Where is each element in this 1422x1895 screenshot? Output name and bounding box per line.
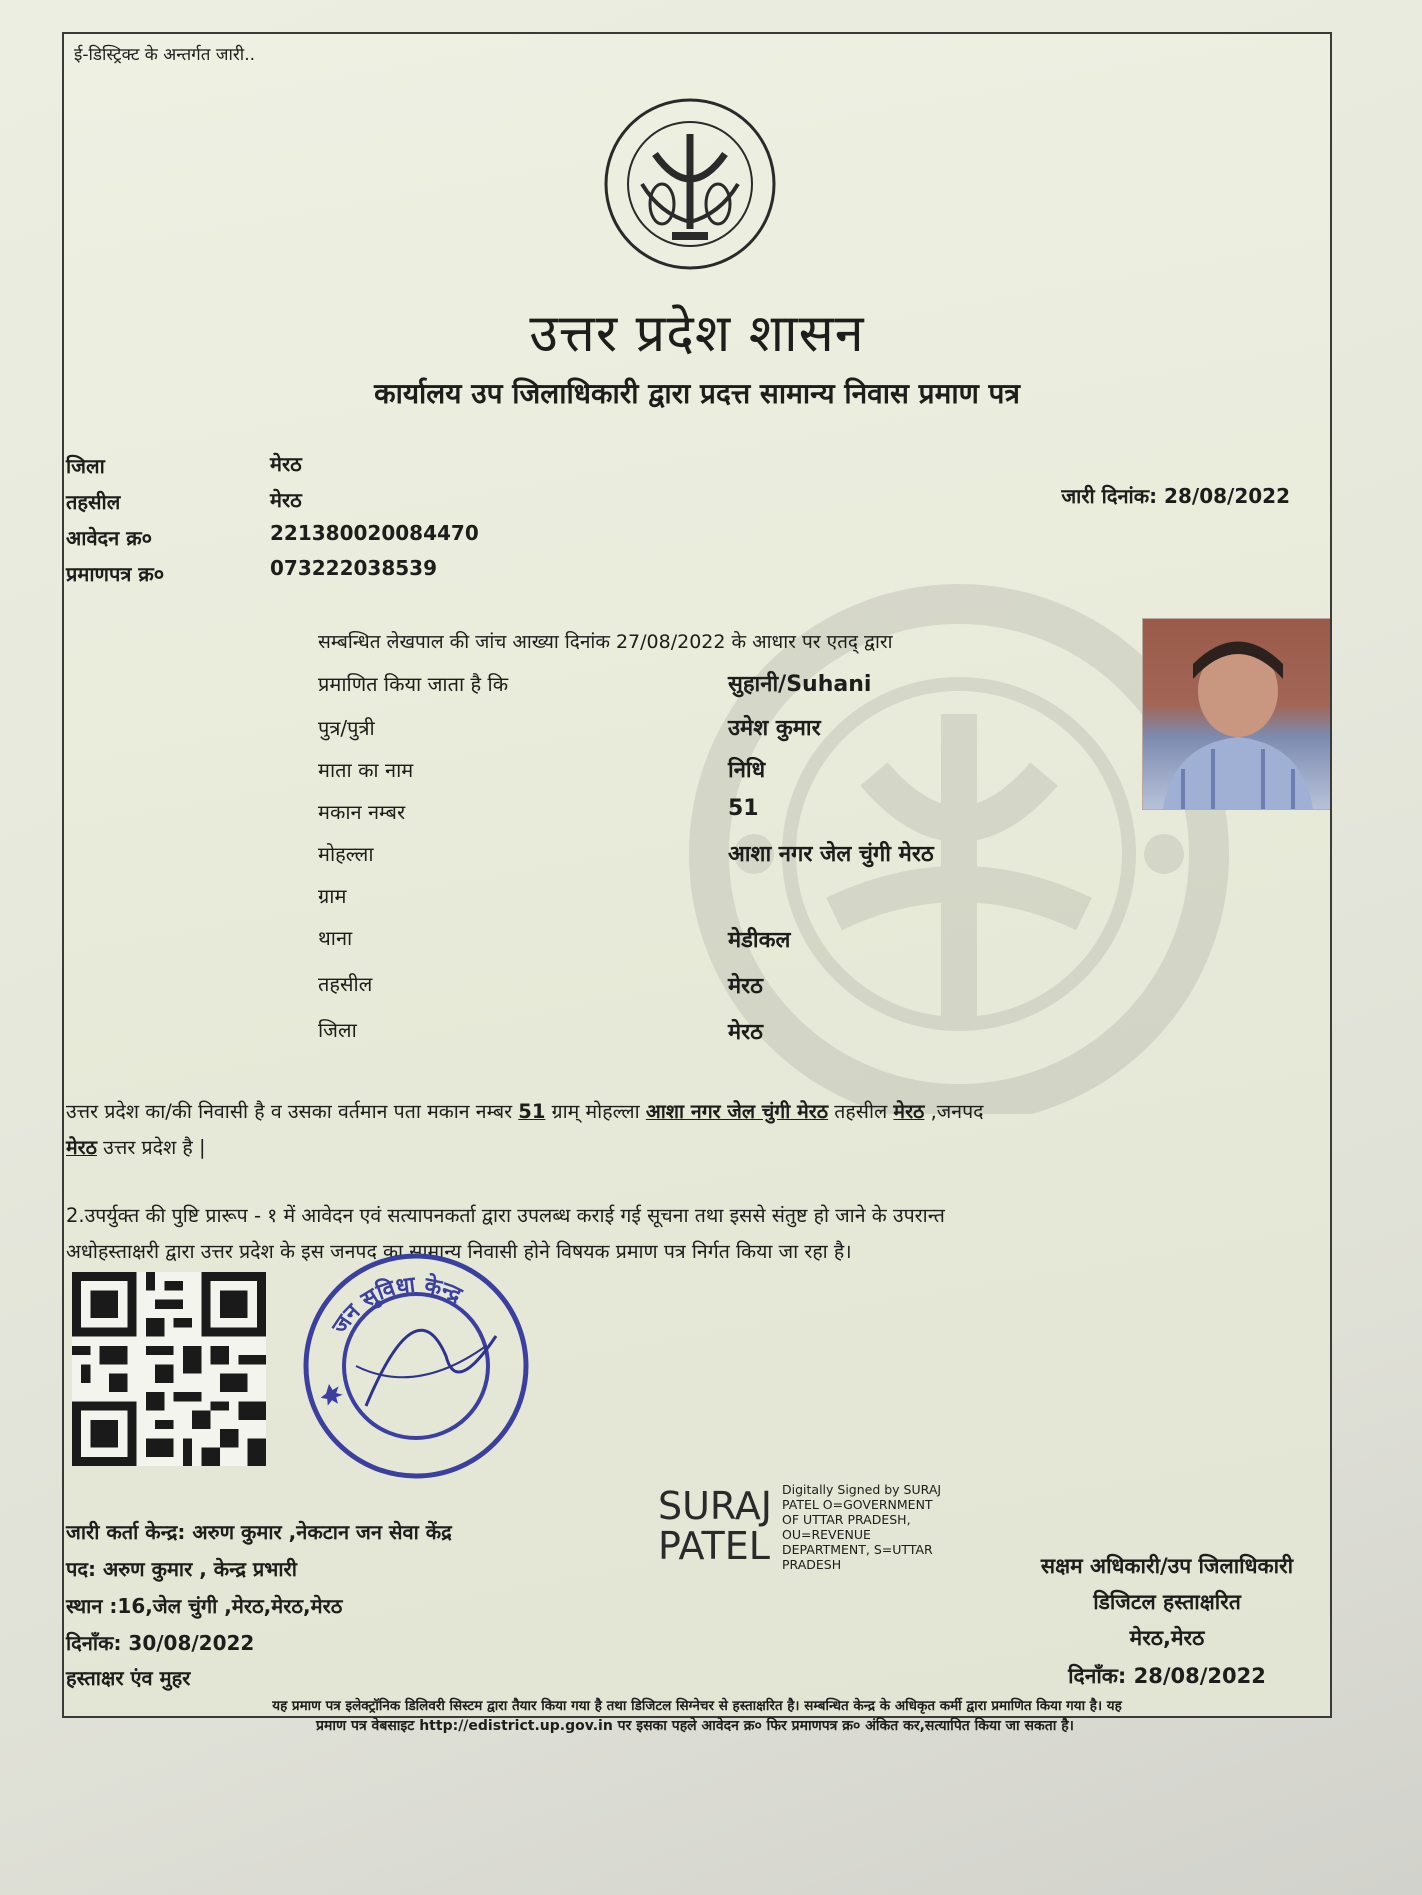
page-title: उत्तर प्रदेश शासन bbox=[529, 304, 865, 364]
certificate-subtitle: कार्यालय उप जिलाधिकारी द्वारा प्रदत्त सामान्य निवास प्रमाण पत्र bbox=[374, 377, 1020, 410]
field-value-mohalla: आशा नगर जेल चुंगी मेरठ bbox=[728, 842, 934, 867]
signature-detail-4: OU=REVENUE bbox=[782, 1527, 871, 1542]
signature-name-line-2: PATEL bbox=[658, 1524, 770, 1568]
authority-signed: डिजिटल हस्ताक्षरित bbox=[1093, 1590, 1241, 1614]
meta-value-application-no: 221380020084470 bbox=[270, 521, 479, 545]
para-tehsil: मेरठ bbox=[893, 1100, 925, 1123]
applicant-photo-icon bbox=[1142, 618, 1332, 810]
field-label-tehsil: तहसील bbox=[318, 972, 373, 996]
meta-value-tehsil: मेरठ bbox=[270, 488, 302, 512]
header-note: ई-डिस्ट्रिक्ट के अन्तर्गत जारी.. bbox=[74, 45, 256, 65]
para-text-1: उत्तर प्रदेश का/की निवासी है व उसका वर्तमान पता मकान नम्बर bbox=[66, 1100, 519, 1123]
para-text-4: ,जनपद bbox=[924, 1100, 984, 1123]
verification-line-1: 2.उपर्युक्त की पुष्टि प्रारूप - १ में आवेदन एवं सत्यापनकर्ता द्वारा उपलब्ध कराई गई सूचना तथा इससे संतुष्ट हो जाने के उपरान्त bbox=[66, 1204, 945, 1227]
authority-title: सक्षम अधिकारी/उप जिलाधिकारी bbox=[1040, 1554, 1294, 1578]
meta-value-district: मेरठ bbox=[270, 452, 302, 476]
authority-place: मेरठ,मेरठ bbox=[1129, 1626, 1205, 1650]
signature-detail-3: OF UTTAR PRADESH, bbox=[782, 1512, 911, 1527]
authority-date: दिनाँक: 28/08/2022 bbox=[1068, 1664, 1266, 1688]
signature-detail-5: DEPARTMENT, S=UTTAR bbox=[782, 1542, 933, 1557]
up-government-emblem-icon bbox=[600, 94, 780, 274]
meta-label-district: जिला bbox=[66, 454, 105, 478]
intro-text: सम्बन्धित लेखपाल की जांच आख्या दिनांक 27/08/2022 के आधार पर एतद् द्वारा bbox=[318, 631, 893, 653]
residence-paragraph bbox=[66, 1094, 1311, 1166]
field-label-police-station: थाना bbox=[318, 926, 353, 950]
qr-code-icon bbox=[72, 1272, 266, 1466]
field-value-name: सुहानी/Suhani bbox=[728, 672, 872, 697]
field-label-certified: प्रमाणित किया जाता है कि bbox=[318, 672, 509, 696]
digital-signature-name bbox=[658, 1486, 772, 1566]
field-label-village: ग्राम bbox=[318, 884, 347, 908]
signature-name-line-1: SURAJ bbox=[658, 1484, 772, 1528]
field-label-parent: पुत्र/पुत्री bbox=[318, 716, 375, 740]
para-text-3: तहसील bbox=[828, 1100, 894, 1123]
certificate bbox=[62, 32, 1332, 1718]
field-value-police-station: मेडीकल bbox=[728, 928, 791, 953]
field-label-house-no: मकान नम्बर bbox=[318, 800, 406, 824]
issuer-date: दिनाँक: 30/08/2022 bbox=[66, 1631, 255, 1655]
issue-date: जारी दिनांक: 28/08/2022 bbox=[1061, 484, 1290, 508]
signature-detail-6: PRADESH bbox=[782, 1557, 842, 1572]
para-house-no: 51 bbox=[518, 1100, 546, 1123]
field-label-district: जिला bbox=[318, 1018, 357, 1042]
signature-detail-2: PATEL O=GOVERNMENT bbox=[782, 1497, 933, 1512]
stamp-text: जन सुविधा केन्द्र bbox=[327, 1272, 466, 1339]
signature-detail-1: Digitally Signed by SURAJ bbox=[782, 1482, 942, 1497]
field-value-house-no: 51 bbox=[728, 796, 759, 821]
jan-suvidha-kendra-stamp-icon bbox=[296, 1246, 536, 1486]
issuer-place: स्थान :16,जेल चुंगी ,मेरठ,मेरठ,मेरठ bbox=[66, 1594, 343, 1618]
para-text-5: उत्तर प्रदेश है | bbox=[96, 1136, 206, 1159]
footer-note-line-2: प्रमाण पत्र वेबसाइट http://edistrict.up.gov.in पर इसका पहले आवेदन क्र० फिर प्रमाणपत्र क्र० अंकित कर,सत्यापित किया जा सकता है। bbox=[316, 1718, 1074, 1734]
meta-label-application-no: आवेदन क्र० bbox=[66, 526, 153, 550]
para-text-2: ग्राम् मोहल्ला bbox=[545, 1100, 646, 1123]
issuer-sign-seal: हस्ताक्षर एंव मुहर bbox=[66, 1666, 191, 1690]
footer-note-line-1: यह प्रमाण पत्र इलेक्ट्रॉनिक डिलिवरी सिस्टम द्वारा तैयार किया गया है तथा डिजिटल सिग्नेचर से हस्ताक्षरित है। सम्बन्धित केन्द्र के अधिकृत कर्मी द्वारा प्रमाणित किया गया है। यह bbox=[272, 1698, 1122, 1714]
field-value-parent: उमेश कुमार bbox=[728, 716, 821, 741]
meta-value-certificate-no: 073222038539 bbox=[270, 556, 437, 580]
field-value-district: मेरठ bbox=[728, 1020, 763, 1045]
para-mohalla: आशा नगर जेल चुंगी मेरठ bbox=[645, 1100, 829, 1123]
issuer-center: जारी कर्ता केन्द्र: अरुण कुमार ,नेकटान जन सेवा केंद्र bbox=[66, 1520, 452, 1544]
digital-signature-details bbox=[782, 1482, 982, 1572]
field-label-mother: माता का नाम bbox=[318, 758, 414, 782]
verification-line-2: अधोहस्ताक्षरी द्वारा उत्तर प्रदेश के इस जनपद का सामान्य निवासी होने विषयक प्रमाण पत्र निर्गत किया जा रहा है। bbox=[66, 1240, 852, 1263]
field-value-mother: निधि bbox=[728, 758, 766, 783]
field-label-mohalla: मोहल्ला bbox=[318, 842, 374, 866]
issuer-designation: पद: अरुण कुमार , केन्द्र प्रभारी bbox=[66, 1557, 297, 1581]
para-district: मेरठ bbox=[66, 1136, 97, 1159]
field-value-tehsil: मेरठ bbox=[728, 974, 763, 999]
meta-label-tehsil: तहसील bbox=[66, 490, 121, 514]
meta-label-certificate-no: प्रमाणपत्र क्र० bbox=[66, 562, 165, 586]
